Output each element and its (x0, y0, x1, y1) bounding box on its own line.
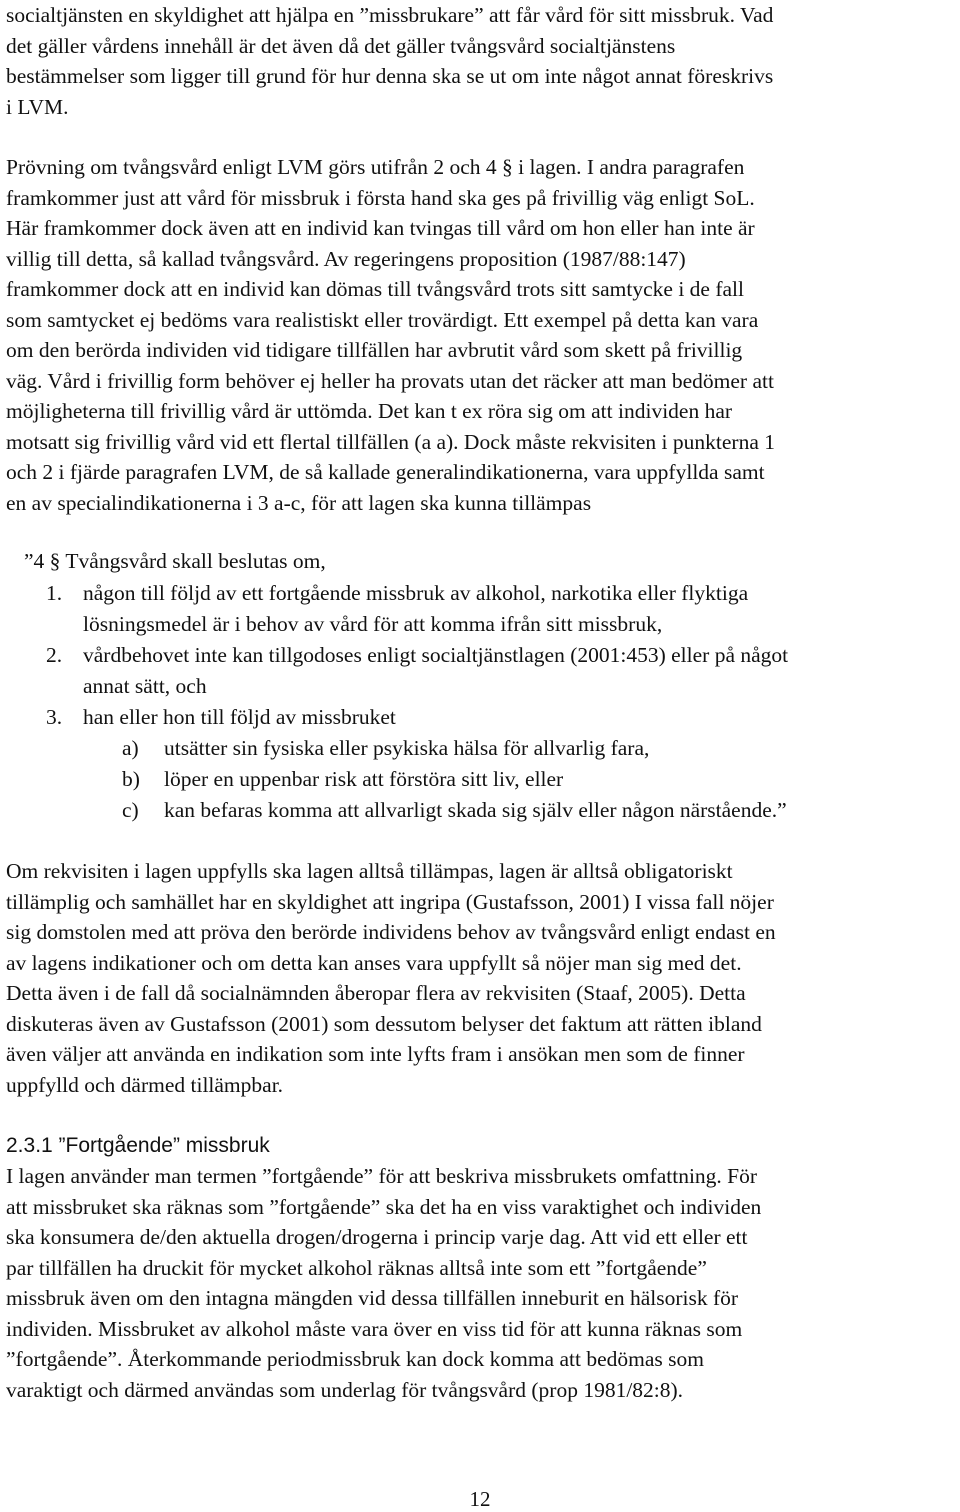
text-line: Detta även i de fall då socialnämnden åberopar flera av rekvisiten (Staaf, 2005). Detta (6, 981, 746, 1005)
sub-list-text: kan befaras komma att allvarligt skada sig själv eller någon närstående.” (164, 798, 787, 822)
list-number: 2. (46, 643, 63, 667)
sub-list-text: utsätter sin fysiska eller psykiska hälsa för allvarlig fara, (164, 736, 650, 760)
list-item-text: annat sätt, och (83, 674, 207, 698)
list-item-text: lösningsmedel är i behov av vård för att komma ifrån sitt missbruk, (83, 612, 663, 636)
text-line: tillämplig och samhället har en skyldighet att ingripa (Gustafsson, 2001) I vissa fall nöjer (6, 889, 774, 914)
text-line: uppfylld och därmed tillämpbar. (6, 1072, 284, 1097)
text-line: Här framkommer dock även att en individ kan tvingas till vård om hon eller han inte är (6, 216, 755, 240)
text-line: även väljer att använda en indikation som inte lyfts fram i ansökan men som de finner (6, 1042, 745, 1066)
text-line: det gäller vårdens innehåll är det även då det gäller tvångsvård socialtjänstens (6, 33, 676, 58)
text-line: I lagen använder man termen ”fortgående” för att beskriva missbrukets omfattning. För (6, 1164, 758, 1188)
text-line: bestämmelser som ligger till grund för hur denna ska se ut om inte något annat föreskrivs (6, 64, 774, 88)
text-line: Om rekvisiten i lagen uppfylls ska lagen alltså tillämpas, lagen är alltså obligatoriskt (6, 859, 733, 883)
text-line: framkommer just att vård för missbruk i första hand ska ges på frivillig väg enligt SoL. (6, 185, 755, 210)
list-item-text: han eller hon till följd av missbruket (83, 705, 396, 729)
text-line: som samtycket ej bedöms vara realistiskt eller trovärdigt. Ett exempel på detta kan vara (6, 307, 759, 332)
sub-list-text: löper en uppenbar risk att förstöra sitt liv, eller (164, 767, 564, 791)
text-line: av lagens indikationer och om detta kan anses vara uppfyllt så nöjer man sig med det. (6, 950, 742, 975)
list-number: 3. (46, 705, 63, 729)
paragraph-provning (6, 152, 956, 518)
text-line: missbruk även om den intagna mängden vid dessa tillfällen inneburit en hälsorisk för (6, 1286, 739, 1310)
text-line: ”fortgående”. Återkommande periodmissbruk kan dock komma att bedömas som (6, 1347, 704, 1371)
text-line: Prövning om tvångsvård enligt LVM görs utifrån 2 och 4 § i lagen. I andra paragrafen (6, 155, 745, 179)
text-line: i LVM. (6, 94, 69, 119)
text-line: möjligheterna till frivillig vård är uttömda. Det kan t ex röra sig om att individen har (6, 399, 733, 423)
law-quote-intro: ”4 § Tvångsvård skall beslutas om, (24, 549, 326, 573)
text-line: att missbruket ska räknas som ”fortgående” ska det ha en viss varaktighet och individen (6, 1194, 762, 1219)
paragraph-fortgaende (6, 1161, 956, 1405)
text-line: par tillfällen ha druckit för mycket alkohol räknas alltså inte som ett ”fortgående” (6, 1255, 707, 1280)
text-line: en av specialindikationerna i 3 a-c, för att lagen ska kunna tillämpas (6, 490, 592, 515)
text-line: ska konsumera de/den aktuella drogen/drogerna i princip varje dag. Att vid ett eller ett (6, 1225, 748, 1249)
paragraph-intro (6, 0, 956, 122)
text-line: och 2 i fjärde paragrafen LVM, de så kallade generalindikationerna, vara uppfyllda samt (6, 460, 765, 484)
text-line: diskuteras även av Gustafsson (2001) som dessutom belyser det faktum att rätten ibland (6, 1011, 762, 1036)
paragraph-rekvisit (6, 856, 956, 1100)
sub-list-letter: c) (122, 798, 139, 822)
text-line: väg. Vård i frivillig form behöver ej heller ha provats utan det räcker att man bedömer att (6, 368, 774, 393)
page-number: 12 (469, 1487, 491, 1511)
section-heading: 2.3.1 ”Fortgående” missbruk (6, 1134, 270, 1157)
list-item-text: vårdbehovet inte kan tillgodoses enligt socialtjänstlagen (2001:453) eller på något (83, 643, 789, 667)
list-item-text: någon till följd av ett fortgående missbruk av alkohol, narkotika eller flyktiga (83, 581, 749, 605)
text-line: individen. Missbruket av alkohol måste vara över en viss tid för att kunna räknas som (6, 1316, 743, 1341)
text-line: varaktigt och därmed användas som underlag för tvångsvård (prop 1981/82:8). (6, 1377, 684, 1402)
text-line: om den berörda individen vid tidigare tillfällen har avbrutit vård som skett på frivillig (6, 338, 743, 362)
text-line: sig domstolen med att pröva den berörde individens behov av tvångsvård enligt endast en (6, 920, 776, 944)
sub-list-letter: a) (122, 736, 139, 760)
text-line: framkommer dock att en individ kan dömas till tvångsvård trots sitt samtycke i de fall (6, 277, 745, 301)
text-line: villig till detta, så kallad tvångsvård. Av regeringens proposition (1987/88:147) (6, 246, 686, 271)
text-line: socialtjänsten en skyldighet att hjälpa en ”missbrukare” att får vård för sitt missbruk. Vad (6, 3, 774, 27)
text-line: motsatt sig frivillig vård vid ett flertal tillfällen (a a). Dock måste rekvisiten i punkterna 1 (6, 429, 776, 454)
list-number: 1. (46, 581, 63, 605)
sub-list-letter: b) (122, 767, 140, 791)
